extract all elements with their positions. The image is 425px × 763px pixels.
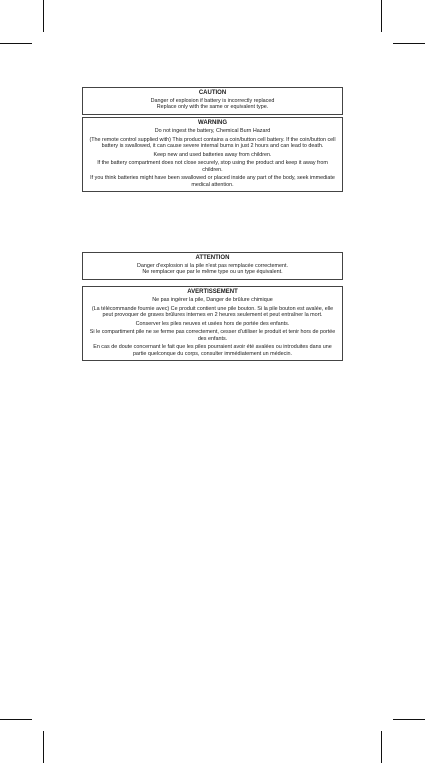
warning-paragraph: If the battery compartment does not close securely, stop using the product and keep it away from children. [97,160,328,173]
crop-mark-top-right-horizontal [393,43,425,44]
warning-paragraph: Keep new and used batteries away from children. [153,151,272,158]
warning-box [82,117,343,192]
avertissement-paragraph: Conserver les piles neuves et usées hors de portée des enfants. [135,320,290,327]
caution-line: Replace only with the same or equivalent type. [156,104,269,111]
crop-mark-bottom-left-vertical [43,731,44,763]
avertissement-paragraph: (La télécommande fournie avec) Ce produit contient une pile bouton. Si la pile bouton est avalée, elle peut provoquer de graves brûlures internes en 2 heures seulement et peut entraîner la mort. [91,305,334,318]
attention-box [82,252,343,280]
warning-paragraph: Do not ingest the battery, Chemical Burn Hazard [154,128,271,134]
warning-paragraph: (The remote control supplied with) This product contains a coin/button cell battery. If the coin/button cell battery is swallowed, it can cause severe internal burns in just 2 hours and can lead to death. [89,136,336,149]
crop-mark-bottom-left-horizontal [0,719,32,720]
crop-mark-top-left-horizontal [0,43,32,44]
crop-mark-top-right-vertical [381,0,382,32]
caution-line: Danger of explosion if battery is incorrectly replaced [150,98,275,104]
warning-title: WARNING [198,120,227,126]
attention-line: Danger d'explosion si la pile n'est pas remplacée correctement. [137,263,288,269]
attention-title: ATTENTION [195,255,230,261]
avertissement-title: AVERTISSEMENT [187,289,238,295]
caution-title: CAUTION [198,90,227,96]
crop-mark-bottom-right-vertical [381,731,382,763]
crop-mark-bottom-right-horizontal [393,719,425,720]
avertissement-box [82,286,343,361]
avertissement-paragraph: Ne pas ingérer la pile, Danger de brûlure chimique [152,297,273,303]
crop-mark-top-left-vertical [43,0,44,32]
avertissement-paragraph: En cas de doute concernant le fait que les piles pourraient avoir été avalées ou introduites dans une partie quelconque du corps, consulter immédiatement un médecin. [93,344,332,357]
caution-box [82,87,343,115]
avertissement-paragraph: Si le compartiment pile ne se ferme pas correctement, cesser d'utiliser le produit et tenir hors de portée des enfants. [89,329,336,342]
warning-paragraph: If you think batteries might have been swallowed or placed inside any part of the body, seek immediate medical attention. [90,175,335,188]
attention-line: Ne remplacer que par le même type ou un type équivalent. [142,269,283,276]
